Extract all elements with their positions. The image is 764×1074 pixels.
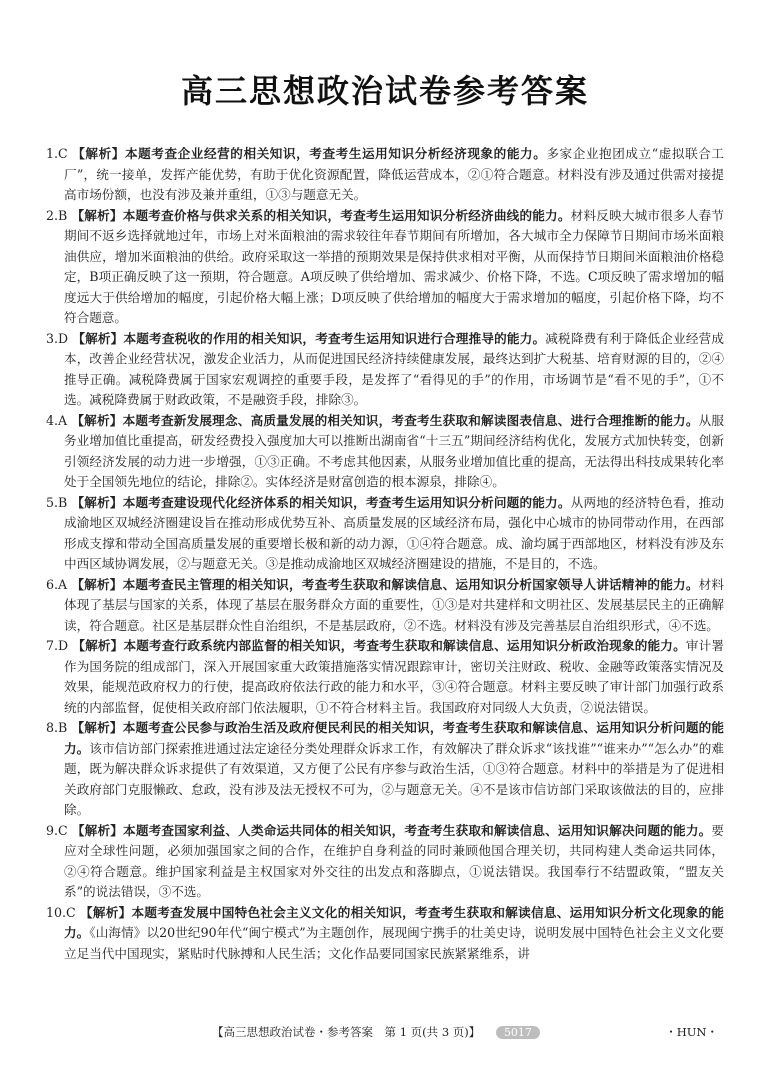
analysis-text: 审计署作为国务院的组成部门，深入开展国家重大政策措施落实情况跟踪审计，密切关注财政、税收、金融等政策落实情况及效果，能规范政府权力的行使，提高政府依法行政的能力和水平，③④符合题意。材料主要反映了审计部门加强行政系统的内部监督，促使相关政府部门依法履职，①不符合材料主旨。我国政府对同级人大负责，②说法错误。 — [64, 638, 725, 715]
analysis-tag: 【解析】 — [72, 330, 124, 346]
answer-item — [46, 329, 724, 411]
answer-item — [46, 493, 724, 575]
answer-number: 1.C — [46, 146, 68, 161]
analysis-tag: 【解析】 — [71, 720, 123, 735]
answer-item — [46, 575, 724, 637]
analysis-text: 从服务业增加值比重提高，研发经费投入强度加大可以推断出湖南省“十三五”期间经济结构优化，发展方式加快转变，创新引领经济发展的动力进一步增强，①③正确。不考虑其他因素，从服务业增加值比重的提高，无法得出科技成果转化率处于全国领先地位的结论，排除②。实体经济是财富创造的根本源泉，排除④。 — [64, 412, 725, 489]
answer-number: 7.D — [46, 638, 69, 653]
answer-number: 6.A — [46, 576, 68, 592]
footer-text: 【高三思想政治试卷・参考答案 第 1 页(共 3 页)】 — [212, 1025, 481, 1039]
analysis-tag: 【解析】 — [71, 822, 124, 838]
answer-item — [46, 903, 724, 965]
answer-number: 3.D — [46, 330, 69, 346]
answer-list — [46, 144, 724, 964]
analysis-tag: 【解析】 — [71, 207, 123, 223]
page-footer — [0, 1024, 764, 1040]
answer-number: 9.C — [46, 822, 68, 838]
answer-item — [46, 718, 724, 821]
answer-item — [46, 206, 724, 329]
answer-item — [46, 144, 724, 206]
analysis-tag: 【解析】 — [71, 412, 123, 428]
analysis-tag: 【解析】 — [72, 638, 124, 653]
analysis-lead: 本题考查税收的作用的相关知识，考查考生运用知识进行合理推导的能力。 — [123, 330, 546, 346]
analysis-lead: 本题考查新发展理念、高质量发展的相关知识，考查考生获取和解读图表信息、进行合理推断的能力。 — [122, 412, 699, 428]
analysis-lead: 本题考查公民参与政治生活及政府便民利民的相关知识，考查考生获取和解读信息、运用知识分析问题的能力。 — [64, 720, 725, 756]
analysis-text: 从两地的经济特色看，推动成渝地区双城经济圈建设旨在推动形成优势互补、高质量发展的区域经济布局，强化中心城市的协同带动作用，在西部形成支撑和带动全国高质量发展的重要增长极和新的动力源，①④符合题意。成、渝均属于西部地区，材料没有涉及东中西区域协调发展，②与题意无关。③是推动成渝地区双城经济圈建设的措施，不是目的，不选。 — [64, 494, 725, 571]
analysis-tag: 【解析】 — [72, 146, 125, 161]
region-code: ・HUN・ — [665, 1025, 718, 1039]
analysis-lead: 本题考查价格与供求关系的相关知识，考查考生运用知识分析经济曲线的能力。 — [122, 207, 571, 223]
analysis-tag: 【解析】 — [71, 576, 123, 592]
analysis-text: 材料体现了基层与国家的关系，体现了基层在服务群众方面的重要性，①③是对共建样和文明社区、发展基层民主的正确解读，符合题意。社区是基层群众性自治组织，不是基层政府，②不选。材料没有涉及完善基层自治组织形式，④不选。 — [64, 576, 725, 633]
analysis-lead: 本题考查行政系统内部监督的相关知识，考查考生获取和解读信息、运用知识分析政治现象的能力。 — [123, 638, 686, 653]
analysis-text: 要应对全球性问题，必须加强国家之间的合作，在维护自身利益的同时兼顾他国合理关切，共同构建人类命运共同体，②④符合题意。维护国家利益是主权国家对外交往的出发点和落脚点，①说法错误。我国奉行不结盟政策，“盟友关系”的说法错误，③不选。 — [64, 822, 724, 899]
analysis-tag: 【解析】 — [71, 494, 123, 510]
answer-number: 8.B — [46, 720, 68, 735]
analysis-lead: 本题考查民主管理的相关知识，考查考生获取和解读信息、运用知识分析国家领导人讲话精神的能力。 — [122, 576, 699, 592]
answer-number: 5.B — [46, 494, 68, 510]
analysis-lead: 本题考查发展中国特色社会主义文化的相关知识，考查考生获取和解读信息、运用知识分析文化现象的能力。 — [64, 904, 724, 940]
doc-code-badge: 5017 — [496, 1026, 540, 1039]
analysis-text: 减税降费有利于降低企业经营成本，改善企业经营状况，激发企业活力，从而促进国民经济持续健康发展，最终达到扩大税基、培育财源的目的，②④推导正确。减税降费属于国家宏观调控的重要手段，是发挥了“看得见的手”的作用，市场调节是“看不见的手”，①不选。减税降费属于财政政策，不是融资手段，排除③。 — [64, 330, 725, 407]
analysis-tag: 【解析】 — [79, 904, 132, 920]
answer-number: 10.C — [46, 904, 76, 920]
answer-item — [46, 411, 724, 493]
answer-item — [46, 636, 724, 718]
answer-number: 4.A — [46, 412, 68, 428]
analysis-text: 多家企业抱团成立“虚拟联合工厂”，统一接单，发挥产能优势，有助于优化资源配置，降低运营成本，②①符合题意。材料没有涉及通过供需对接提高市场份额，也没有涉及兼并重组，①③与题意无关。 — [64, 146, 724, 202]
answer-item — [46, 821, 724, 903]
analysis-text: 《山海情》以20世纪90年代“闽宁模式”为主题创作，展现闽宁携手的壮美史诗，说明发展中国特色社会主义文化要立足当代中国现实，紧贴时代脉搏和人民生活；文化作品要同国家民族紧紧维系，讲 — [64, 925, 724, 961]
analysis-lead: 本题考查建设现代化经济体系的相关知识，考查考生运用知识分析问题的能力。 — [122, 494, 571, 510]
analysis-lead: 本题考查企业经营的相关知识，考查考生运用知识分析经济现象的能力。 — [124, 146, 547, 161]
analysis-text: 该市信访部门探索推进通过法定途径分类处理群众诉求工作，有效解决了群众诉求“该找谁”“谁来办”“怎么办”的难题，既为解决群众诉求提供了有效渠道，又方便了公民有序参与政治生活，①③符合题意。材料中的举措是为了促进相关政府部门克服懒政、怠政，没有涉及法无授权不可为，②与题意无关。④不是该市信访部门采取该做法的目的，应排除。 — [64, 740, 724, 817]
page-title: 高三思想政治试卷参考答案 — [180, 72, 589, 110]
answer-number: 2.B — [46, 207, 68, 223]
analysis-lead: 本题考查国家利益、人类命运共同体的相关知识，考查考生获取和解读信息、运用知识解决问题的能力。 — [123, 822, 712, 838]
analysis-text: 材料反映大城市很多人春节期间不返乡选择就地过年，市场上对米面粮油的需求较往年春节期间有所增加，各大城市全力保障节日期间市场米面粮油供应，增加米面粮油的供给。政府采取这一举措的预期效果是保持供求相对平衡，从而保持节日期间米面粮油价格稳定，B项正确反映了这一预期，符合题意。A项反映了供给增加、需求减少、价格下降，不选。C项反映了需求增加的幅度远大于供给增加的幅度，引起价格大幅上涨；D项反映了供给增加的幅度大于需求增加的幅度，引起价格下降，均不符合题意。 — [64, 207, 725, 325]
